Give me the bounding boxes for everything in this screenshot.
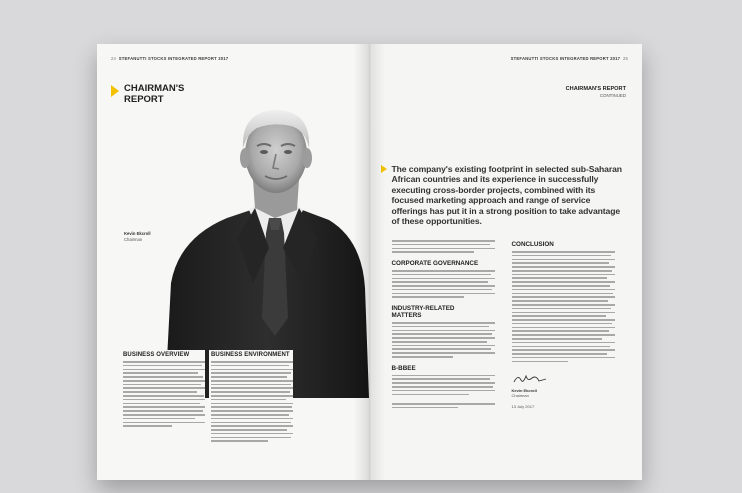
report-spread <box>97 44 642 480</box>
intro-text <box>392 240 495 253</box>
right-column-1 <box>392 240 495 408</box>
pull-quote: The company's existing footprint in selected sub-Saharan African countries and its experience in successfully executing cross-border projects, combined with its focused marketing approach and range of service offerings has put it in a strong position to take advantage of these opportunities. <box>391 164 622 227</box>
industry-related-heading: INDUSTRY-RELATED MATTERS <box>391 305 455 319</box>
conclusion-heading: CONCLUSION <box>511 241 554 248</box>
business-overview-heading: BUSINESS OVERVIEW <box>123 352 190 358</box>
industry-related-text <box>392 322 495 358</box>
right-page <box>370 44 643 480</box>
bbbee-heading: B-BBEE <box>391 364 416 372</box>
page-title-line1: CHAIRMAN'S <box>124 83 185 94</box>
signature-date: 13 July 2017 <box>511 404 535 410</box>
conclusion-text <box>512 251 615 362</box>
continued-heading <box>566 86 626 98</box>
chairman-name: Kevin Ekcroll <box>124 231 151 236</box>
left-page <box>97 44 370 480</box>
corporate-governance-heading: CORPORATE GOVERNANCE <box>391 259 479 267</box>
business-environment-column <box>209 350 293 442</box>
right-page-number: 25 <box>622 56 628 61</box>
continued-label: CONTINUED <box>599 93 626 98</box>
chairman-role: Chairman <box>124 237 143 242</box>
right-column-2 <box>512 234 615 409</box>
quote-accent-triangle <box>381 165 387 173</box>
page-title-line2: REPORT <box>124 93 164 105</box>
chairman-portrait <box>157 68 369 398</box>
signatory-name: Kevin Ekcroll <box>511 388 537 394</box>
signature-icon <box>512 372 562 386</box>
page-title <box>124 84 214 105</box>
left-page-number: 24 <box>111 56 117 61</box>
business-overview-text <box>123 361 205 427</box>
bbbee-text <box>392 375 495 409</box>
business-environment-heading: BUSINESS ENVIRONMENT <box>211 352 290 358</box>
signature-mark <box>512 372 615 386</box>
right-running-header <box>511 56 628 61</box>
left-running-header <box>111 56 228 61</box>
left-running-header-text: STEFANUTTI STOCKS INTEGRATED REPORT 2017 <box>118 56 229 61</box>
corporate-governance-text <box>392 270 495 298</box>
business-environment-text <box>211 361 293 442</box>
business-overview-column <box>123 350 205 427</box>
accent-triangle <box>111 85 119 97</box>
signatory-role: Chairman <box>511 393 529 399</box>
continued-title: CHAIRMAN'S REPORT <box>565 86 626 92</box>
right-running-header-text: STEFANUTTI STOCKS INTEGRATED REPORT 2017 <box>510 56 621 61</box>
